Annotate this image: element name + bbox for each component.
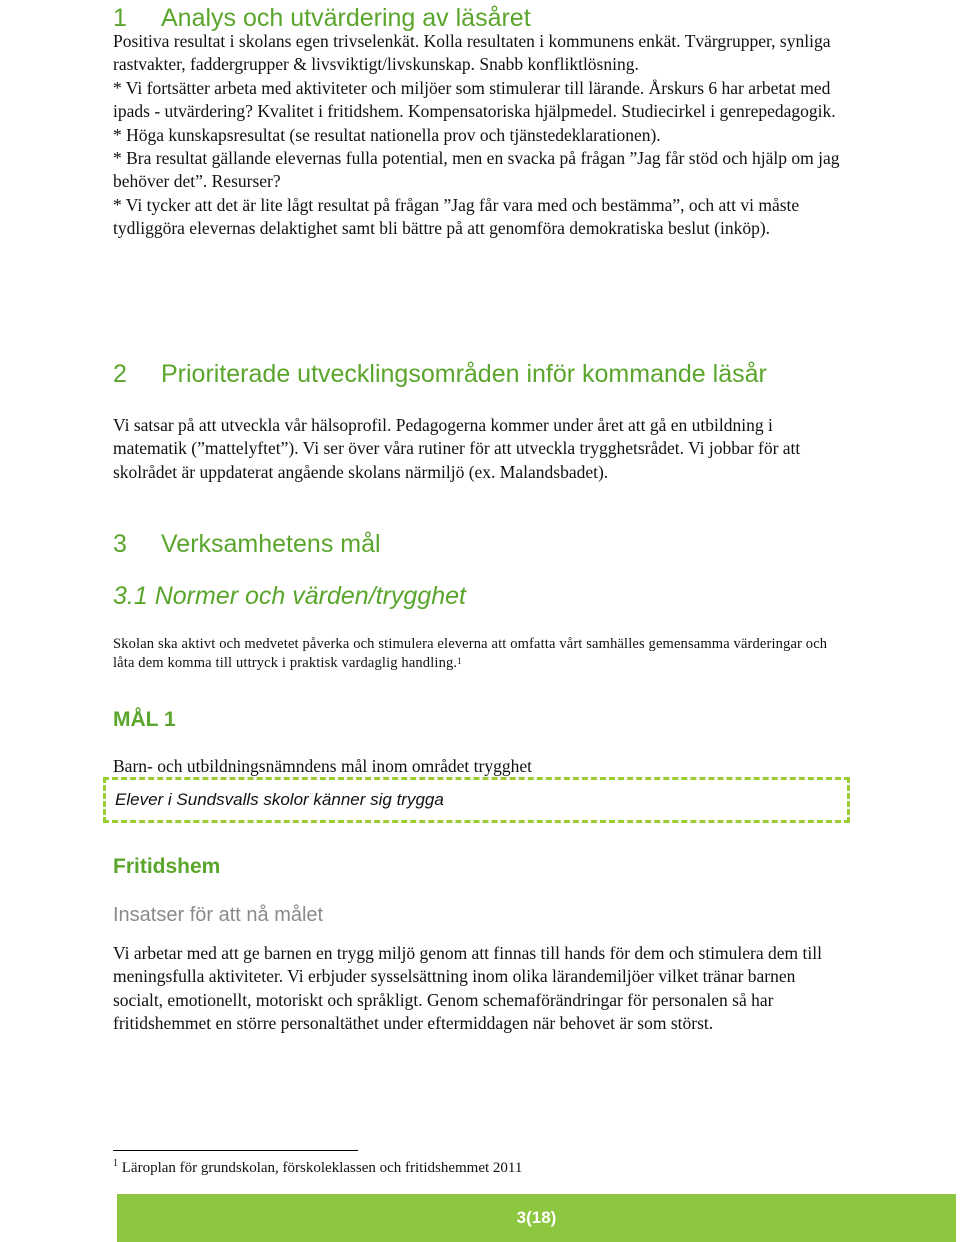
paragraph: * Höga kunskapsresultat (se resultat nationella prov och tjänstedeklarationen). bbox=[113, 124, 661, 145]
paragraph: * Vi tycker att det är lite lågt resultat på frågan ”Jag får vara med och bestämma”, och att vi måste tydliggöra elevernas delaktighet samt bli bättre på att genomföra demokratiska beslut (inköp). bbox=[113, 194, 800, 239]
section-number: 1 bbox=[113, 4, 127, 32]
footnote-reference[interactable]: 1 bbox=[457, 656, 462, 666]
section-number: 3.1 bbox=[113, 582, 148, 610]
goal-box bbox=[103, 777, 850, 823]
section-3-heading bbox=[113, 530, 381, 559]
section-title: Analys och utvärdering av läsåret bbox=[161, 4, 531, 32]
section-number: 3 bbox=[113, 530, 127, 558]
section-1-heading bbox=[113, 4, 531, 33]
paragraph: Vi arbetar med att ge barnen en trygg miljö genom att finnas till hands för dem och stimulera dem till meningsfulla aktiviteter. Vi erbjuder sysselsättning inom olika lärandemiljöer vilket tränar barnen socialt, emotionellt, motoriskt och språkligt. Genom schemaförändringar för personalen så har fritidshemmet en större personaltäthet under eftermiddagen när behovet är som störst. bbox=[113, 943, 822, 1034]
paragraph: Vi satsar på att utveckla vår hälsoprofil. Pedagogerna kommer under året att gå en utbildning i matematik (”mattelyftet”). Vi ser över våra rutiner för att utveckla trygghetsrådet. Vi jobbar för att skolrådet är uppdaterat angående skolans närmiljö (ex. Malandsbadet). bbox=[113, 415, 801, 482]
insatser-subheading: Insatser för att nå målet bbox=[113, 904, 324, 926]
paragraph: Positiva resultat i skolans egen trivselenkät. Kolla resultaten i kommunens enkät. Tvärgrupper, synliga rastvakter, faddergrupper & livsviktigt/livskunskap. Snabb konfliktlösning. bbox=[113, 31, 831, 75]
section-title: Normer och värden/trygghet bbox=[154, 582, 466, 610]
footnote-separator bbox=[113, 1150, 358, 1151]
paragraph: * Vi fortsätter arbeta med aktiviteter och miljöer som stimulerar till lärande. Årskurs 6 har arbetat med ipads - utvärdering? Kvalitet i fritidshem. Kompensatoriska hjälpmedel. Studiecirkel i genrepedagogik. bbox=[113, 77, 836, 122]
fritidshem-body bbox=[113, 942, 843, 1036]
section-number: 2 bbox=[113, 360, 127, 388]
section-title: Verksamhetens mål bbox=[161, 530, 381, 558]
section-2-heading bbox=[113, 360, 767, 389]
goal-subheading: Barn- och utbildningsnämndens mål inom området trygghet bbox=[113, 756, 532, 776]
paragraph: * Bra resultat gällande elevernas fulla potential, men en svacka på frågan ”Jag får stöd och hjälp om jag behöver det”. Resurser? bbox=[113, 148, 840, 192]
goal-text: Elever i Sundsvalls skolor känner sig trygga bbox=[115, 790, 444, 809]
footnote-number: 1 bbox=[113, 1158, 118, 1169]
section-title: Prioriterade utvecklingsområden inför kommande läsår bbox=[161, 360, 767, 388]
section-2-body bbox=[113, 414, 843, 484]
section-1-body bbox=[113, 30, 843, 241]
footnote bbox=[113, 1160, 522, 1177]
page-number: 3(18) bbox=[516, 1208, 557, 1227]
page-footer-bar bbox=[117, 1194, 956, 1242]
paragraph: Skolan ska aktivt och medvetet påverka och stimulera eleverna att omfatta vårt samhälles gemensamma värderingar och låta dem komma till uttryck i praktisk vardaglig handling. bbox=[113, 636, 828, 671]
section-3-1-body bbox=[113, 635, 843, 673]
section-3-1-heading bbox=[113, 582, 466, 611]
goal-heading: MÅL 1 bbox=[113, 708, 176, 731]
fritidshem-heading: Fritidshem bbox=[113, 855, 221, 878]
footnote-text: Läroplan för grundskolan, förskoleklassen och fritidshemmet 2011 bbox=[121, 1160, 523, 1176]
